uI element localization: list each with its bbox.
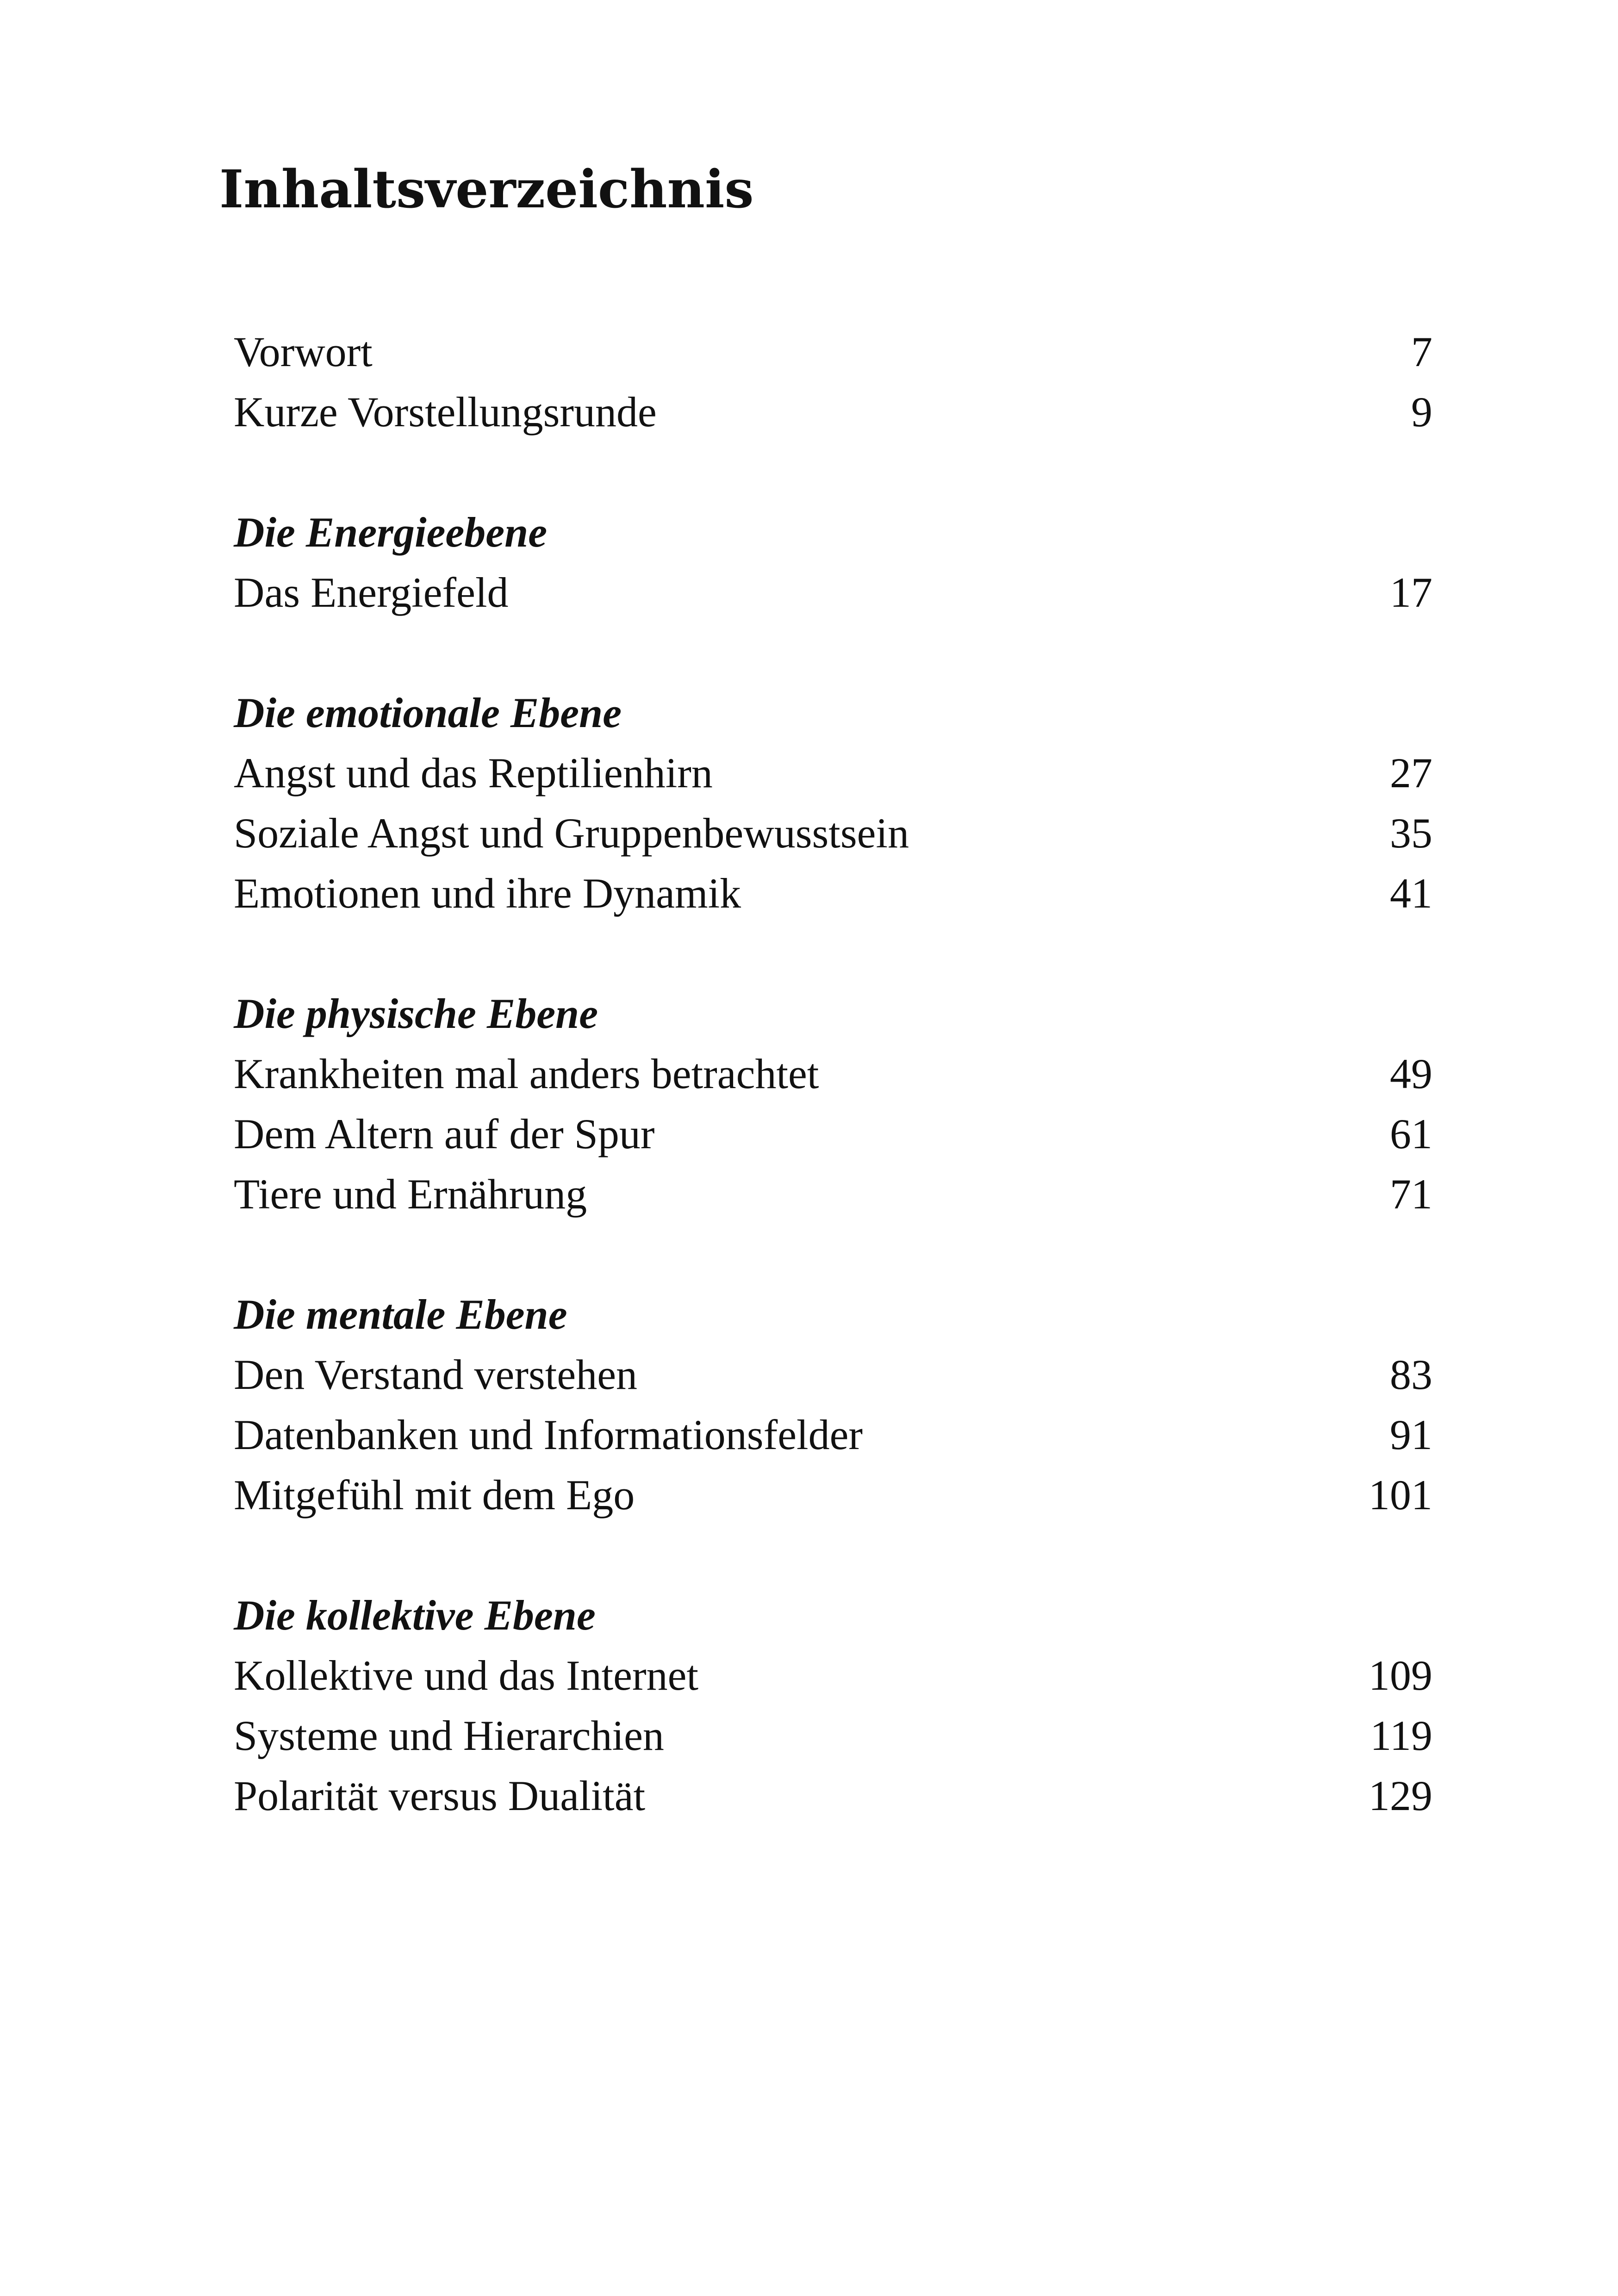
toc-entry-label: Emotionen und ihre Dynamik <box>234 870 741 917</box>
section-heading: Die emotionale Ebene <box>234 689 622 736</box>
toc-entry <box>234 1104 1432 1164</box>
toc-section <box>234 1284 1432 1525</box>
toc-entry <box>234 743 1432 803</box>
toc-entry-label: Mitgefühl mit dem Ego <box>234 1471 635 1518</box>
section-heading: Die mentale Ebene <box>234 1291 567 1338</box>
toc-entry <box>234 803 1432 863</box>
toc-entry-page: 9 <box>1411 388 1432 436</box>
toc-entry-page: 109 <box>1369 1652 1432 1699</box>
toc-entry-page: 119 <box>1370 1712 1432 1759</box>
page-title: Inhaltsverzeichnis <box>219 159 754 220</box>
toc-entry-page: 7 <box>1411 328 1432 375</box>
toc-entry-label: Das Energiefeld <box>234 569 509 616</box>
toc-entry-page: 17 <box>1390 569 1432 616</box>
toc-entry <box>234 1465 1432 1525</box>
section-heading: Die Energieebene <box>234 509 548 556</box>
toc-entry-label: Dem Altern auf der Spur <box>234 1110 655 1157</box>
toc-entry <box>234 1405 1432 1465</box>
toc-entry-page: 61 <box>1390 1110 1432 1157</box>
toc-entry <box>234 562 1432 622</box>
toc-entry-page: 91 <box>1390 1411 1432 1458</box>
toc-entry-page: 35 <box>1390 809 1432 857</box>
toc-section <box>234 502 1432 622</box>
toc-entry-page: 129 <box>1369 1772 1432 1819</box>
toc-section <box>234 1585 1432 1826</box>
toc-entry <box>234 382 1432 442</box>
toc-section <box>234 683 1432 923</box>
section-heading: Die kollektive Ebene <box>234 1592 596 1639</box>
toc-entry <box>234 1164 1432 1224</box>
toc-entry-label: Datenbanken und Informationsfelder <box>234 1411 863 1458</box>
toc-entry-label: Angst und das Reptilienhirn <box>234 749 713 796</box>
toc-entry-label: Krankheiten mal anders betrachtet <box>234 1050 819 1097</box>
toc-entry <box>234 1766 1432 1826</box>
toc-entry-label: Vorwort <box>234 328 373 375</box>
toc-entry-label: Kurze Vorstellungsrunde <box>234 388 657 436</box>
section-heading: Die physische Ebene <box>234 990 598 1037</box>
toc-entry-label: Den Verstand verstehen <box>234 1351 638 1398</box>
toc-entry-page: 101 <box>1369 1471 1432 1518</box>
table-of-contents <box>234 322 1432 1826</box>
toc-entry-page: 41 <box>1390 870 1432 917</box>
toc-entry-page: 71 <box>1390 1170 1432 1218</box>
toc-entry <box>234 1645 1432 1705</box>
toc-entry-page: 27 <box>1390 749 1432 796</box>
toc-entry-page: 49 <box>1390 1050 1432 1097</box>
toc-entry <box>234 322 1432 382</box>
toc-entry-label: Polarität versus Dualität <box>234 1772 646 1819</box>
toc-entry <box>234 1344 1432 1405</box>
toc-entry-label: Tiere und Ernährung <box>234 1170 587 1218</box>
toc-section <box>234 983 1432 1224</box>
toc-entry-page: 83 <box>1390 1351 1432 1398</box>
toc-entry-label: Kollektive und das Internet <box>234 1652 699 1699</box>
toc-entry <box>234 1044 1432 1104</box>
toc-entry-label: Systeme und Hierarchien <box>234 1712 664 1759</box>
toc-entry-label: Soziale Angst und Gruppenbewusstsein <box>234 809 909 857</box>
toc-entry <box>234 1705 1432 1766</box>
toc-entry <box>234 863 1432 923</box>
